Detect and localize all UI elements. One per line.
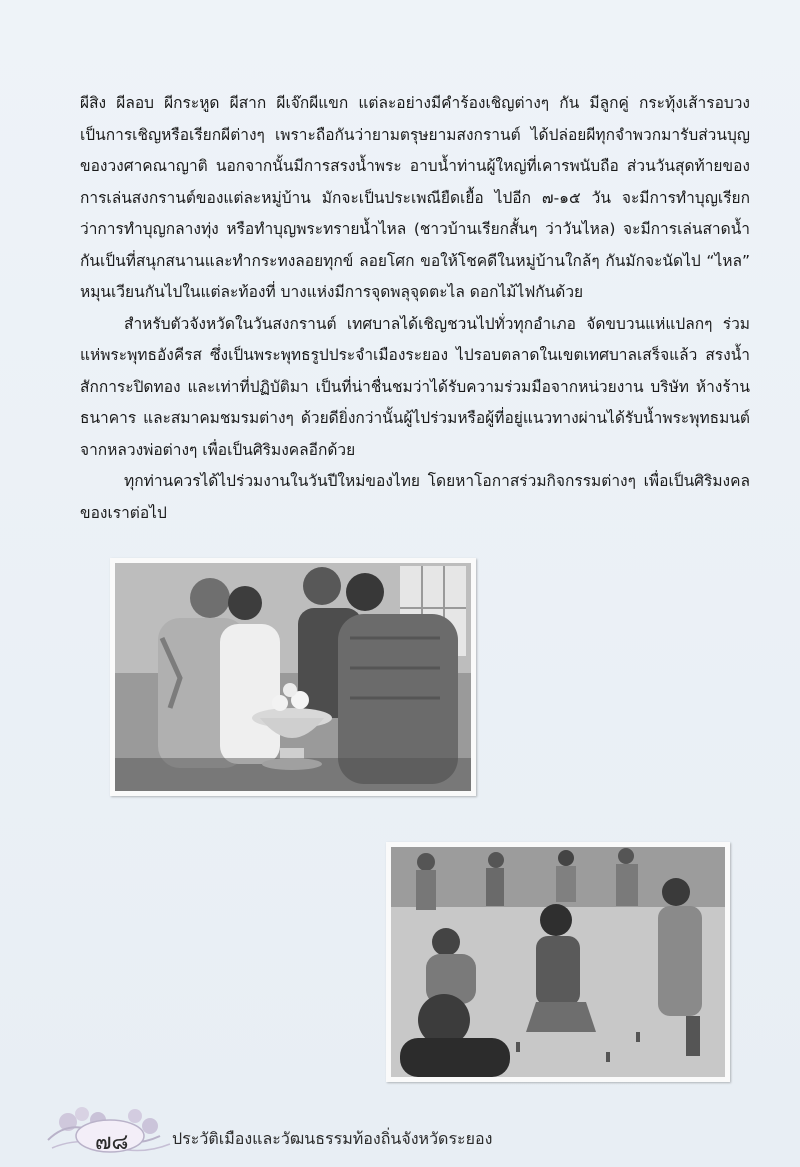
- paragraph-1: ผีสิง ผีลอบ ผีกระหูด ผีสาก ผีเจ๊กผีแขก แต่ละอย่างมีคำร้องเชิญต่างๆ กัน มีลูกคู่ กระทุ้งเส้ารอบวง เป็นการเชิญหรือเรียกผีต่างๆ เพราะถือกันว่ายามตรุษยามสงกรานต์ ได้ปล่อยผีทุกจำพวกมารับส่วนบุญของวงศาคณาญาติ นอกจากนั้นมีการสรงน้ำพระ อาบน้ำท่านผู้ใหญ่ที่เคารพนับถือ ส่วนวันสุดท้ายของการเล่นสงกรานต์ของแต่ละหมู่บ้าน มักจะเป็นประเพณียืดเยื้อ ไปอีก ๗-๑๕ วัน จะมีการทำบุญเรียกว่าการทำบุญกลางทุ่ง หรือทำบุญพระทรายน้ำไหล (ชาวบ้านเรียกสั้นๆ ว่าวันไหล) จะมีการเล่นสาดน้ำกันเป็นที่สนุกสนานและทำกระทงลอยทุกข์ ลอยโศก ขอให้โชคดีในหมู่บ้านใกล้ๆ กันมักจะนัดไป “ไหล” หมุนเวียนกันไปในแต่ละท้องที่ บางแห่งมีการจุดพลุจุดตะไล ดอกไม้ไฟกันด้วย: [80, 94, 750, 301]
- paragraph-3: ทุกท่านควรได้ไปร่วมงานในวันปีใหม่ของไทย โดยหาโอกาสร่วมกิจกรรมต่างๆ เพื่อเป็นศิริมงคลของเราต่อไป: [80, 472, 750, 522]
- book-title: ประวัติเมืองและวัฒนธรรมท้องถิ่นจังหวัดระยอง: [172, 1129, 493, 1148]
- paragraph-2: สำหรับตัวจังหวัดในวันสงกรานต์ เทศบาลได้เชิญชวนไปทั่วทุกอำเภอ จัดขบวนแห่แปลกๆ ร่วมแห่พระพุทธอังคีรส ซึ่งเป็นพระพุทธรูปประจำเมืองระยอง ไปรอบตลาดในเขตเทศบาลเสร็จแล้ว สรงน้ำสักการะปิดทอง และเท่าที่ปฏิบัติมา เป็นที่น่าชื่นชมว่าได้รับความร่วมมือจากหน่วยงาน บริษัท ห้างร้าน ธนาคาร และสมาคมชมรมต่างๆ ด้วยดียิ่งกว่านั้นผู้ไปร่วมหรือผู้ที่อยู่แนวทางผ่านได้รับน้ำพระพุทธมนต์จากหลวงพ่อต่างๆ เพื่อเป็นศิริมงคลอีกด้วย: [80, 314, 750, 459]
- body-text: [80, 88, 750, 529]
- photo-sand-games: [386, 842, 730, 1082]
- photo-water-blessing-ceremony: [110, 558, 476, 796]
- page-number: ๗๘: [95, 1130, 129, 1155]
- page-footer: [40, 1100, 760, 1160]
